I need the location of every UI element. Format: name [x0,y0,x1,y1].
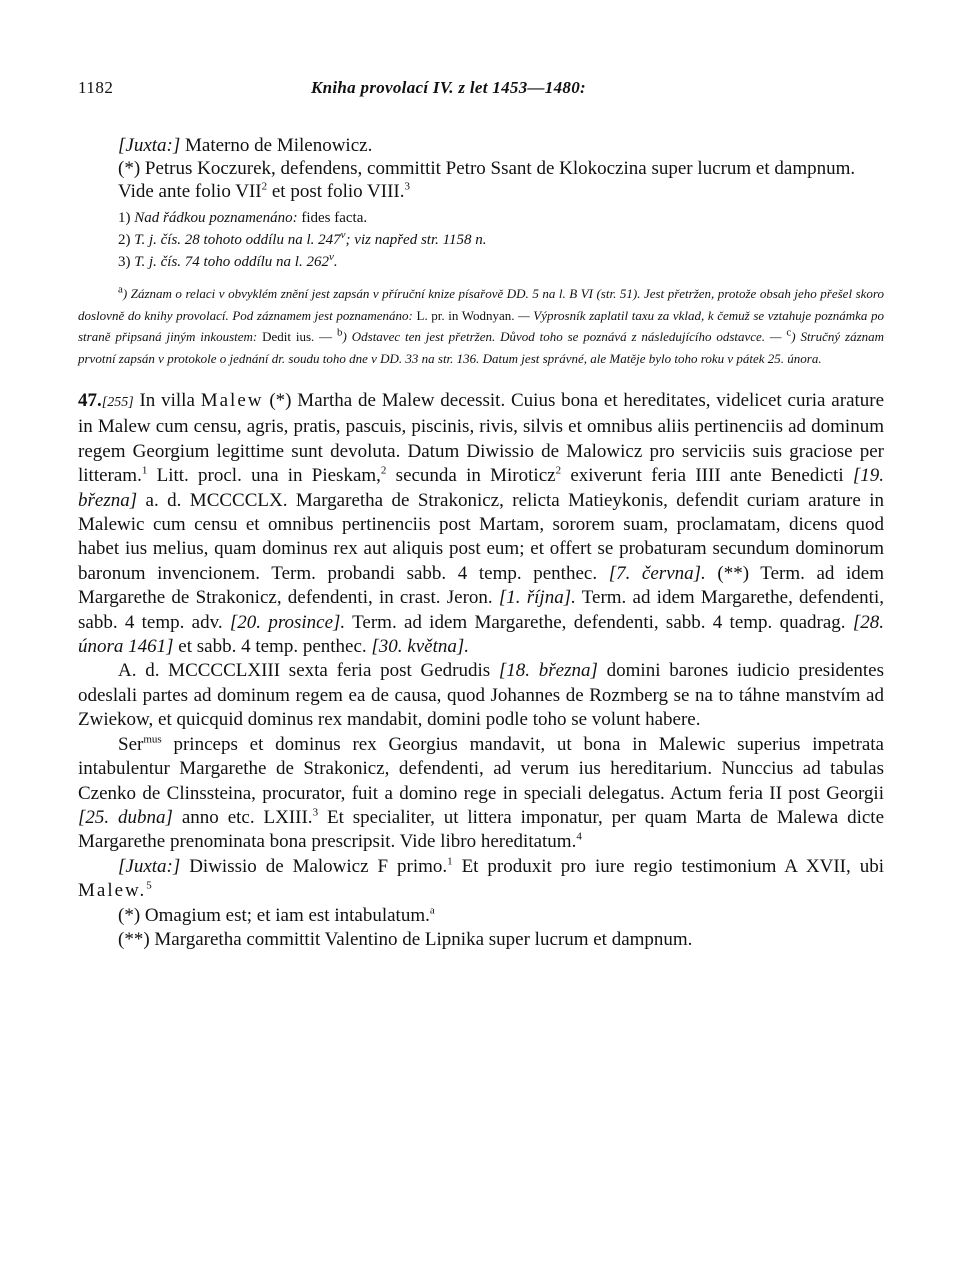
note-1-num: 1) [118,210,131,226]
p3-c: anno etc. LXIII. [181,806,313,828]
asterisk-marker: (*) [118,158,141,179]
p2-date: [18. března] [498,660,598,682]
top-entry [78,134,884,203]
p1-e: exiverunt feria IIII ante Benedicti [570,465,844,487]
alpha-notes [78,283,884,369]
p1-date1: [19. března] [78,465,885,511]
p1-date3: [1. října]. [498,587,576,609]
note-a-text-2: — Výprosník zaplatil taxu za vklad, k čemuž se vztahuje poznámka po straně připsaná jiným inkoustem: [78,307,885,344]
note-1 [118,207,884,229]
note-2 [118,229,884,251]
vide-sup-b: 3 [404,180,410,193]
p1-date2: [7. června]. [608,562,706,584]
juxta-text: Materno de Milenowicz. [185,135,373,156]
p4-sup2: 5 [146,879,152,892]
note-a-roman-2: Dedit ius. [262,329,315,344]
p1-j: et sabb. 4 temp. penthec. [178,636,367,658]
p5-text: (*) Omagium est; et iam est intabulatum. [118,904,430,926]
note-3-italic: T. j. čís. 74 toho oddílu na l. 262 [134,254,329,270]
page [78,78,884,952]
folio-ref: [255] [101,395,134,410]
p1-b: (*) Martha de Malew decessit. Cuius bona et hereditates, videlicet curia arature in Malew cum censu, agris, pratis, pascuis, piscinis, rivis, silvis et omnibus aliis pertinenciis ad dominum regem Georgium legittime sunt devoluta. Datum Diwissio de Malowicz pro serviciis suis graciose per litteram. [78,390,885,487]
note-3-sup: v [328,251,334,263]
p4-malew: Malew. [78,880,147,902]
p1-d: secunda in Miroticz [395,465,556,487]
numbered-notes [78,207,884,273]
entry-number: 47. [78,390,102,411]
p1-a: In villa [139,390,195,411]
note-1-italic: Nad řádkou poznamenáno: [134,210,298,226]
running-head [78,78,884,108]
vide-text-a: Vide ante folio VII [118,181,262,202]
committit-text: Petrus Koczurek, defendens, committit Petro Ssant de Klokoczina super lucrum et dampnum. [144,158,856,179]
p1-date6: [30. května]. [371,636,470,658]
vide-sup-a: 2 [261,180,268,193]
p3-a: Ser [118,733,144,755]
p1-g: (**) Term. ad idem Margarethe de Strakonicz, defendenti, in crast. Jeron. [78,562,885,609]
p3-date: [25. dubna] [78,806,173,828]
note-a-roman-1: L. pr. in Wodnyan. [416,307,515,323]
note-c-text: ) Stručný záznam prvotní zapsán v protokole o jednání dr. soudu toho dne v DD. 33 na str. 136. Datum jest správné, ale Matěje bylo toho roku v pátek 25. února. [78,329,885,366]
note-a-mark: a [118,283,123,296]
p4-sup1: 1 [447,855,453,868]
entry-47-paragraph-1 [78,389,884,659]
note-3 [118,251,884,273]
vide-line [78,180,884,203]
juxta-mark: [Juxta:] [118,135,181,156]
p6-text: (**) Margaretha committit Valentino de Lipnika super lucrum et dampnum. [118,928,693,950]
note-3-num: 3) [118,254,131,270]
note-3-rest: . [333,254,338,270]
p3-sup: mus [143,733,162,746]
p2-a: A. d. MCCCCLXIII sexta feria post Gedrudis [118,660,491,682]
juxta-line [78,134,884,157]
note-b-text: ) Odstavec ten jest přetržen. Důvod toho se poznává z následujícího odstavce. — [342,329,782,344]
p1-i: Term. ad idem Margarethe, defendenti, sabb. 4 temp. quadrag. [352,611,846,633]
p1-sup1: 1 [141,464,148,477]
alpha-notes-text: $^a$) Záznam o relaci v obvyklém znění jest zapsán v příruční knize písařově DD. 5 na l. B VI (str. 51). Jest přetržen, protože obsah jeho přešel skoro doslovně do knihy provolací. Pod záznamem jest poznamenáno: L. pr. in Wodnyan. — Výprosník zaplatil taxu za vklad, k čemuž se vztahuje poznámka po straně připsaná jiným inkoustem: Dedit ius. — $^b$) Odstavec ten jest přetržen. Důvod toho se poznává z následujícího odstavce. — $^c$) Stručný záznam prvotní zapsán v protokole o jednání dr. soudu toho dne v DD. 33 na str. 136. Datum jest správné, ale Matěje bylo toho roku v pátek 25. února. [78,283,885,366]
p4-b: Et produxit pro iure regio testimonium A XVII, ubi [461,855,884,877]
p2-b: domini barones iudicio presidentes odeslali partes ad dominum regem ea de causa, quod Johannes de Rozmberg se na to táhne manstvím ad Zwiekow, et quicquid dominus rex mandabit, domini podle toho se volunt habere. [78,660,885,731]
note-b-mark: b [337,326,343,339]
p4-a: Diwissio de Malowicz F primo. [189,855,448,877]
p3-d: Et specialiter, ut littera imponatur, per quam Marta de Malewa dicte Margarethe prenominata bona prescripsit. Vide libro hereditatum. [78,806,885,853]
p1-date4: [20. prosince]. [229,611,346,633]
page-number: 1182 [78,78,114,97]
p1-malew: Malew [200,390,264,411]
p1-sup2: 2 [380,464,387,477]
p1-h: Term. ad idem Margarethe, defendenti, sabb. 4 temp. adv. [78,587,884,633]
entry-47-paragraph-5 [78,904,884,928]
note-c-mark: c [786,326,792,339]
running-title: Kniha provolací IV. z let 1453—1480: [311,78,586,97]
note-2-rest: ; viz napřed str. 1158 n. [345,232,487,248]
note-2-num: 2) [118,232,131,248]
entry-47-paragraph-6 [78,928,884,952]
entry-47-paragraph-4 [78,855,884,904]
p5-sup: a [429,904,435,917]
p1-date5: [28. února 1461] [78,611,884,658]
note-a-text-1: ) Záznam o relaci v obvyklém znění jest zapsán v příruční knize písařově DD. 5 na l. B VI (str. 51). Jest přetržen, protože obsah jeho přešel skoro doslovně do knihy provolací. Pod záznamem jest poznamenáno: [78,286,884,323]
p1-c: Litt. procl. una in Pieskam, [156,465,381,487]
entry-47-paragraph-2 [78,659,884,732]
p4-juxta: [Juxta:] [118,855,181,877]
p1-f: a. d. MCCCCLX. Margaretha de Strakonicz, relicta Matieykonis, defendit curiam arature in Malewic cum censu et omnibus pertinenciis post Martam, sororem suam, proclamatam, dicens quod habet ius melius, quam dominus rex aut aliquis post eum; et offert se probaturam secundum dominorum baronum invencionem. Term. probandi sabb. 4 temp. penthec. [78,489,885,584]
entry-47-paragraph-3 [78,733,884,855]
p3-sup2: 3 [312,806,319,819]
note-1-roman: fides facta. [301,210,368,226]
note-2-sup: v [340,229,346,241]
p3-b: princeps et dominus rex Georgius mandavit, ut bona in Malewic superius impetrata intabulentur Margarethe de Strakonicz, defendenti, ad verum ius hereditarium. Nunccius ad tabulas Czenko de Clinssteina, procurator, fuit a domino rege in speciali delegatus. Actum feria II post Georgii [78,733,884,804]
entry-47 [78,389,884,952]
p1-sup3: 2 [555,464,562,477]
note-2-italic: T. j. čís. 28 tohoto oddílu na l. 247 [134,232,341,248]
committit-line [78,157,884,180]
vide-text-b: et post folio VIII. [267,181,405,202]
p3-sup3: 4 [576,830,582,843]
